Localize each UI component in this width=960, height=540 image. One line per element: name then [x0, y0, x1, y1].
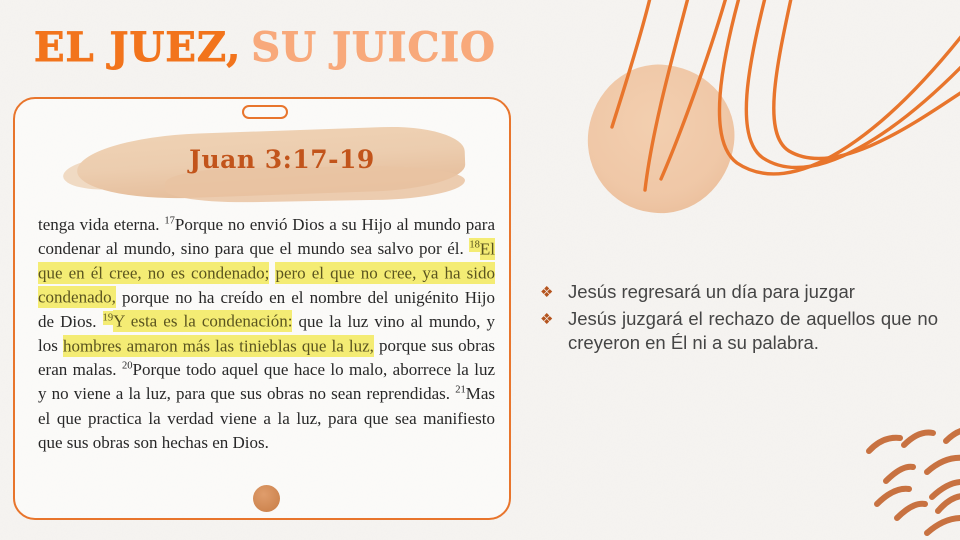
highlighted-verse-segment: 18 — [469, 239, 480, 251]
highlighted-verse-segment: pero el que no cree, ya ha sido condenado, — [38, 263, 495, 307]
verse-segment: porque no ha creído en el nombre del unigénito Hijo de Dios. — [38, 287, 495, 331]
verse-segment: Porque no envió Dios a su Hijo al mundo para condenar al mundo, sino para que el mundo sea salvo por él. — [38, 215, 495, 259]
verse-segment: 20 — [121, 360, 133, 372]
verse-segment: Porque todo aquel que hace lo malo, aborrece la luz y no viene a la luz, para que sus obras no sean reprendidas. — [38, 360, 496, 404]
title-part2: SU JUICIO — [251, 24, 496, 71]
highlighted-verse-segment: El que en él cree, no es condenado; — [38, 239, 495, 283]
title-part1: EL JUEZ, — [34, 24, 242, 71]
diamond-bullet-icon: ❖ — [540, 310, 554, 328]
verse-segment: Mas el que practica la verdad viene a la luz, para que sea manifiesto que sus obras son hechas en Dios. — [38, 384, 495, 452]
tablet-camera-pill-icon — [242, 105, 288, 119]
bullet-item — [540, 307, 938, 356]
bullet-item — [540, 280, 938, 306]
verse-segment: que la luz vino al mundo, y los — [38, 311, 495, 356]
watercolor-circle-icon — [580, 57, 743, 222]
scripture-reference: Juan 3:17-19 — [189, 145, 375, 174]
scripture-text — [38, 213, 495, 455]
verse-segment: tenga vida eterna. — [38, 215, 165, 234]
highlighted-verse-segment: Y esta es la condenación: — [113, 311, 293, 331]
bullet-text: Jesús regresará un día para juzgar — [568, 281, 855, 302]
verse-segment: 21 — [455, 384, 466, 396]
bullet-text: Jesús juzgará el rechazo de aquellos que no creyeron en Él ni a su palabra. — [568, 307, 938, 353]
highlighted-verse-segment: hombres amaron más las tinieblas que la luz, — [62, 336, 374, 356]
bullet-list — [540, 280, 938, 357]
page-title — [34, 24, 496, 71]
verse-segment: 17 — [164, 215, 175, 227]
verse-segment: porque sus obras eran malas. — [38, 336, 495, 380]
highlighted-verse-segment: 19 — [102, 312, 114, 324]
diamond-bullet-icon: ❖ — [540, 284, 554, 301]
scripture-card — [13, 97, 511, 520]
tablet-home-button-icon — [253, 485, 280, 512]
